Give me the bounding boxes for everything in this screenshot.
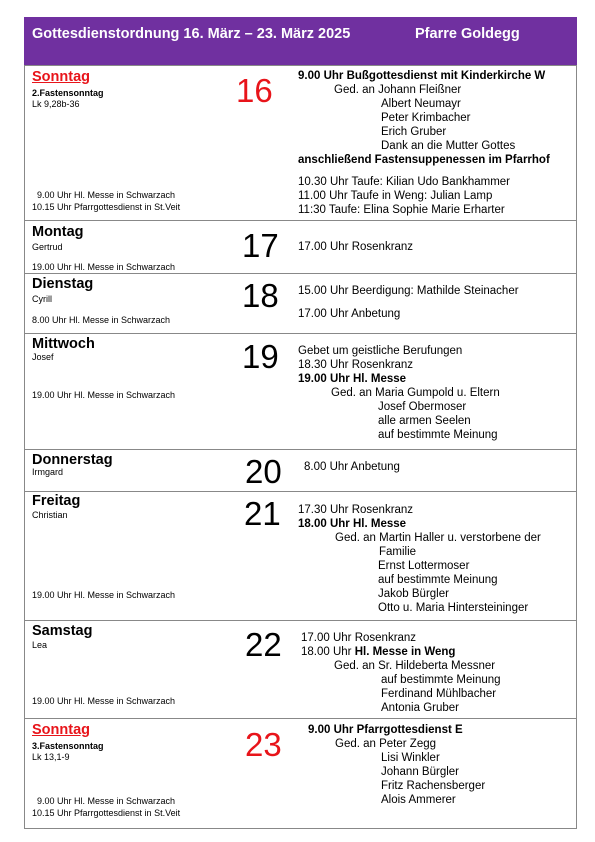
day-row-dienstag-18 xyxy=(24,273,577,333)
day-number: 23 xyxy=(245,726,282,763)
day-name: Sonntag xyxy=(32,69,90,85)
left-mass-item: 19.00 Uhr Hl. Messe in Schwarzach xyxy=(32,696,176,706)
event-line: 19.00 Uhr Hl. Messe xyxy=(298,373,407,385)
saint-of-day: Christian xyxy=(32,510,68,520)
left-mass-item: 10.15 Uhr Pfarrgottesdienst in St.Veit xyxy=(32,202,181,212)
day-name: Sonntag xyxy=(32,722,90,738)
saint-of-day: Cyrill xyxy=(32,294,52,304)
event-line: Ged. an Peter Zegg xyxy=(335,738,437,750)
event-line: Ged. an Martin Haller u. verstorbene der xyxy=(335,532,541,544)
day-row-donnerstag-20 xyxy=(24,449,577,491)
gospel-reference: Lk 13,1-9 xyxy=(32,752,70,762)
event-line xyxy=(301,645,455,659)
event-line: 17.00 Uhr Rosenkranz xyxy=(301,632,417,644)
event-line: 8.00 Uhr Anbetung xyxy=(304,461,400,473)
event-line: 15.00 Uhr Beerdigung: Mathilde Steinacher xyxy=(298,285,519,297)
day-number: 21 xyxy=(244,495,281,532)
day-row-samstag-22 xyxy=(24,620,577,718)
left-mass-item: 19.00 Uhr Hl. Messe in Schwarzach xyxy=(32,590,176,600)
gospel-reference: Lk 9,28b-36 xyxy=(32,99,80,109)
event-line: Josef Obermoser xyxy=(378,401,467,413)
event-line: Ged. an Sr. Hildeberta Messner xyxy=(334,660,496,672)
event-line: Jakob Bürgler xyxy=(378,588,449,600)
event-line: Lisi Winkler xyxy=(381,752,440,764)
event-line: Alois Ammerer xyxy=(381,794,456,806)
day-name: Donnerstag xyxy=(32,452,113,468)
event-line: Ernst Lottermoser xyxy=(378,560,470,572)
day-number: 17 xyxy=(242,227,279,264)
event-line: Ged. an Johann Fleißner xyxy=(334,84,462,96)
left-mass-item: 9.00 Uhr Hl. Messe in Schwarzach xyxy=(37,190,176,200)
left-mass-item: 9.00 Uhr Hl. Messe in Schwarzach xyxy=(37,796,176,806)
event-line: Erich Gruber xyxy=(381,126,447,138)
event-time: 18.00 Uhr xyxy=(301,646,355,658)
day-number: 18 xyxy=(242,277,279,314)
event-line: 11:30 Taufe: Elina Sophie Marie Erharter xyxy=(298,204,505,216)
saint-of-day: Irmgard xyxy=(32,467,64,477)
event-line: Dank an die Mutter Gottes xyxy=(381,140,516,152)
event-line: 18.30 Uhr Rosenkranz xyxy=(298,359,414,371)
day-name: Dienstag xyxy=(32,276,94,292)
event-line: 18.00 Uhr Hl. Messe xyxy=(298,518,407,530)
day-name: Samstag xyxy=(32,623,93,639)
event-line: alle armen Seelen xyxy=(378,415,471,427)
day-number: 20 xyxy=(245,453,282,490)
left-mass-item: 8.00 Uhr Hl. Messe in Schwarzach xyxy=(32,315,171,325)
day-row-sonntag-16 xyxy=(24,65,577,220)
event-line: Albert Neumayr xyxy=(381,98,461,110)
day-name: Freitag xyxy=(32,493,81,509)
event-line: 11.00 Uhr Taufe in Weng: Julian Lamp xyxy=(298,190,493,202)
liturgical-day: 3.Fastensonntag xyxy=(32,741,104,751)
event-line: 9.00 Uhr Pfarrgottesdienst E xyxy=(308,724,463,736)
event-line: Antonia Gruber xyxy=(381,702,459,714)
saint-of-day: Josef xyxy=(32,352,54,362)
event-line: 17.00 Uhr Anbetung xyxy=(298,308,401,320)
left-mass-item: 19.00 Uhr Hl. Messe in Schwarzach xyxy=(32,262,176,272)
day-row-sonntag-23 xyxy=(24,718,577,829)
event-line: 17.30 Uhr Rosenkranz xyxy=(298,504,414,516)
event-line: Peter Krimbacher xyxy=(381,112,471,124)
event-line: auf bestimmte Meinung xyxy=(378,429,498,441)
event-line: Gebet um geistliche Berufungen xyxy=(298,345,463,357)
event-line: Otto u. Maria Hintersteininger xyxy=(378,602,529,614)
saint-of-day: Gertrud xyxy=(32,242,63,252)
saint-of-day: Lea xyxy=(32,640,48,650)
event-line: 10.30 Uhr Taufe: Kilian Udo Bankhammer xyxy=(298,176,511,188)
event-line: Johann Bürgler xyxy=(381,766,459,778)
left-mass-item: 10.15 Uhr Pfarrgottesdienst in St.Veit xyxy=(32,808,181,818)
event-line: auf bestimmte Meinung xyxy=(381,674,501,686)
day-row-montag-17 xyxy=(24,220,577,273)
event-line: auf bestimmte Meinung xyxy=(378,574,498,586)
day-number: 16 xyxy=(236,72,273,109)
header-bar xyxy=(24,17,577,65)
event-line: anschließend Fastensuppenessen im Pfarrhof xyxy=(298,154,550,166)
event-line: Familie xyxy=(379,546,417,558)
day-number: 22 xyxy=(245,626,282,663)
day-row-mittwoch-19 xyxy=(24,333,577,449)
left-mass-item: 19.00 Uhr Hl. Messe in Schwarzach xyxy=(32,390,176,400)
event-line: Ferdinand Mühlbacher xyxy=(381,688,497,700)
event-line: Fritz Rachensberger xyxy=(381,780,486,792)
day-row-freitag-21 xyxy=(24,491,577,620)
day-name: Mittwoch xyxy=(32,336,95,352)
liturgical-day: 2.Fastensonntag xyxy=(32,88,104,98)
day-name: Montag xyxy=(32,224,84,240)
parish-name: Pfarre Goldegg xyxy=(415,26,520,42)
event-line: 9.00 Uhr Bußgottesdienst mit Kinderkirche W xyxy=(298,70,546,82)
event-title: Hl. Messe in Weng xyxy=(354,646,456,658)
day-number: 19 xyxy=(242,338,279,375)
schedule-title: Gottesdienstordnung 16. März – 23. März 2025 xyxy=(32,26,351,42)
event-line: Ged. an Maria Gumpold u. Eltern xyxy=(331,387,500,399)
event-line: 17.00 Uhr Rosenkranz xyxy=(298,241,414,253)
